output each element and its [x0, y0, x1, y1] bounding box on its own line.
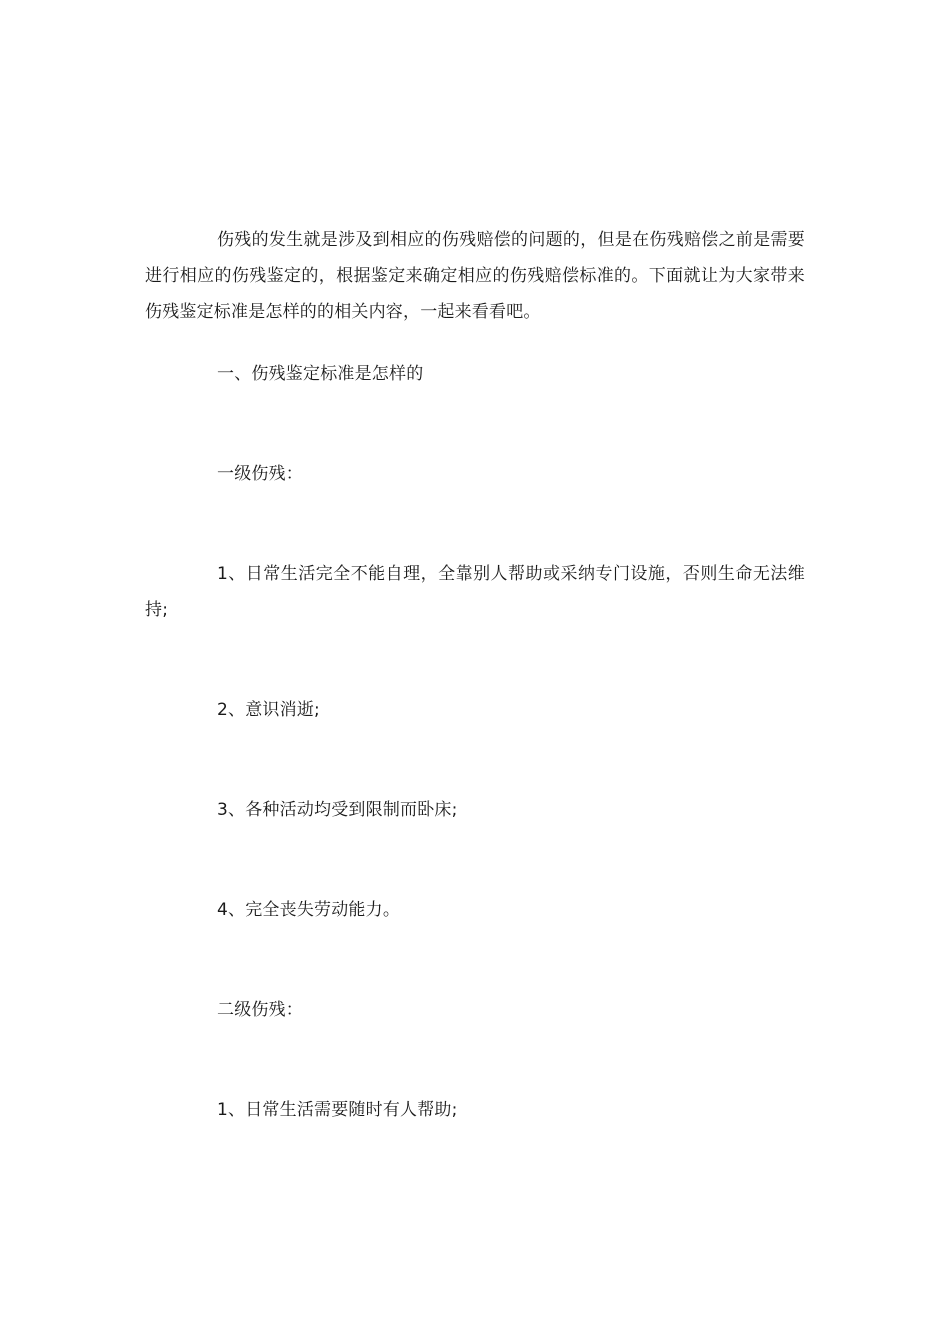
intro-paragraph: 伤残的发生就是涉及到相应的伤残赔偿的问题的，但是在伤残赔偿之前是需要进行相应的伤残鉴定的，根据鉴定来确定相应的伤残赔偿标准的。下面就让为大家带来伤残鉴定标准是怎样的的相关内容，一起来看看吧。 — [145, 230, 805, 322]
level-one-item-4: 4、完全丧失劳动能力。 — [217, 900, 401, 920]
level-two-item-1: 1、日常生活需要随时有人帮助; — [217, 1100, 458, 1120]
level-one-item-1: 1、日常生活完全不能自理，全靠别人帮助或采纳专门设施，否则生命无法维持; — [145, 564, 805, 620]
document-body — [145, 222, 805, 1128]
level-one-heading: 一级伤残： — [217, 464, 303, 484]
section-heading: 一、伤残鉴定标准是怎样的 — [217, 364, 424, 384]
level-one-item-3: 3、各种活动均受到限制而卧床; — [217, 800, 458, 820]
level-one-item-2: 2、意识消逝; — [217, 700, 320, 720]
level-two-heading: 二级伤残： — [217, 1000, 303, 1020]
